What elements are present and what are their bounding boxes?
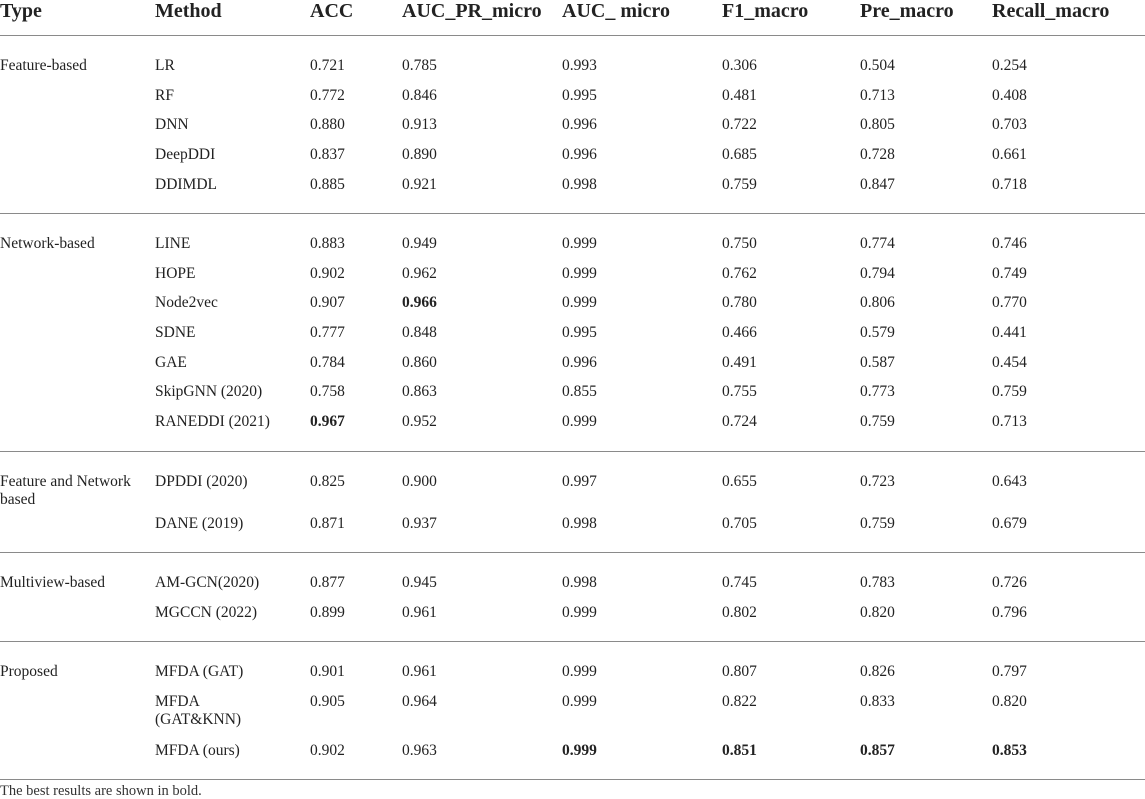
auc-pr-micro-cell: 0.848 (402, 323, 437, 341)
table-row (0, 598, 1145, 642)
type-cell (0, 288, 155, 318)
auc-micro-cell: 0.999 (562, 235, 597, 253)
pre-macro-cell: 0.857 (860, 741, 895, 759)
acc-cell: 0.907 (310, 294, 345, 312)
table-row (0, 687, 1145, 736)
recall-macro-cell: 0.820 (992, 692, 1027, 710)
recall-macro-cell: 0.454 (992, 353, 1027, 371)
auc-pr-micro-cell: 0.785 (402, 57, 437, 74)
table-row (0, 736, 1145, 780)
acc-cell: 0.777 (310, 323, 345, 341)
auc-micro-cell: 0.995 (562, 86, 597, 104)
method-cell: RF (155, 86, 174, 104)
auc-pr-micro-cell: 0.952 (402, 413, 437, 430)
pre-macro-cell: 0.826 (860, 663, 895, 680)
pre-macro-cell: 0.728 (860, 145, 895, 163)
f1-macro-cell: 0.655 (722, 472, 757, 490)
recall-macro-cell: 0.643 (992, 472, 1027, 490)
header-type: Type (0, 0, 42, 22)
acc-cell: 0.877 (310, 574, 345, 591)
table-row (0, 318, 1145, 348)
recall-macro-cell: 0.796 (992, 603, 1027, 621)
recall-macro-cell: 0.770 (992, 294, 1027, 312)
method-cell: MGCCN (2022) (155, 603, 258, 621)
recall-macro-cell: 0.441 (992, 323, 1027, 341)
type-cell (0, 348, 155, 378)
recall-macro-cell: 0.746 (992, 235, 1027, 253)
table-row (0, 214, 1145, 259)
f1-macro-cell: 0.822 (722, 692, 757, 710)
pre-macro-cell: 0.783 (860, 574, 895, 591)
table-row (0, 259, 1145, 289)
acc-cell: 0.784 (310, 353, 345, 371)
f1-macro-cell: 0.466 (722, 323, 757, 341)
table-row (0, 407, 1145, 451)
recall-macro-cell: 0.749 (992, 264, 1027, 282)
table-body (0, 36, 1145, 780)
acc-cell: 0.883 (310, 235, 345, 253)
method-cell: RANEDDI (2021) (155, 413, 270, 430)
f1-macro-cell: 0.750 (722, 235, 757, 253)
pre-macro-cell: 0.833 (860, 692, 895, 710)
f1-macro-cell: 0.481 (722, 86, 757, 104)
header-auc-micro: AUC_ micro (562, 0, 670, 22)
f1-macro-cell: 0.724 (722, 413, 757, 430)
method-cell: MFDA (ours) (155, 741, 240, 759)
method-cell: DeepDDI (155, 145, 216, 163)
type-cell: Network-based (0, 235, 95, 253)
acc-cell: 0.721 (310, 57, 345, 74)
table-row (0, 140, 1145, 170)
type-cell: Proposed (0, 663, 58, 680)
f1-macro-cell: 0.306 (722, 57, 757, 74)
table-row (0, 288, 1145, 318)
type-cell: Feature and Network based (0, 472, 131, 508)
f1-macro-cell: 0.759 (722, 175, 757, 193)
pre-macro-cell: 0.820 (860, 603, 895, 621)
auc-micro-cell: 0.996 (562, 116, 597, 134)
acc-cell: 0.902 (310, 264, 345, 282)
header-method: Method (155, 0, 222, 22)
method-cell: HOPE (155, 264, 196, 282)
header-acc: ACC (310, 0, 354, 22)
recall-macro-cell: 0.408 (992, 86, 1027, 104)
recall-macro-cell: 0.679 (992, 514, 1027, 532)
pre-macro-cell: 0.759 (860, 514, 895, 532)
recall-macro-cell: 0.726 (992, 574, 1027, 591)
type-cell (0, 110, 155, 140)
auc-pr-micro-cell: 0.863 (402, 383, 437, 401)
auc-micro-cell: 0.999 (562, 264, 597, 282)
method-cell: LINE (155, 235, 191, 253)
method-cell: DDIMDL (155, 175, 217, 193)
pre-macro-cell: 0.773 (860, 383, 895, 401)
f1-macro-cell: 0.780 (722, 294, 757, 312)
header-pre-macro: Pre_macro (860, 0, 954, 22)
table-row (0, 553, 1145, 598)
f1-macro-cell: 0.802 (722, 603, 757, 621)
table-row (0, 81, 1145, 111)
header-f1-macro: F1_macro (722, 0, 809, 22)
recall-macro-cell: 0.797 (992, 663, 1027, 680)
type-cell (0, 407, 155, 451)
auc-pr-micro-cell: 0.900 (402, 472, 437, 490)
auc-pr-micro-cell: 0.846 (402, 86, 437, 104)
pre-macro-cell: 0.805 (860, 116, 895, 134)
type-cell (0, 377, 155, 407)
auc-pr-micro-cell: 0.937 (402, 514, 437, 532)
acc-cell: 0.902 (310, 741, 345, 759)
type-cell (0, 140, 155, 170)
type-cell (0, 598, 155, 642)
acc-cell: 0.871 (310, 514, 345, 532)
table-row (0, 170, 1145, 214)
method-cell: MFDA (GAT&KNN) (155, 692, 242, 728)
auc-pr-micro-cell: 0.890 (402, 145, 437, 163)
auc-micro-cell: 0.996 (562, 145, 597, 163)
f1-macro-cell: 0.755 (722, 383, 757, 401)
table-row (0, 377, 1145, 407)
type-cell (0, 687, 155, 736)
method-cell: DNN (155, 116, 189, 134)
acc-cell: 0.880 (310, 116, 345, 134)
method-cell: SkipGNN (2020) (155, 383, 263, 401)
table-footnote: The best results are shown in bold. (0, 783, 202, 799)
type-cell: Feature-based (0, 57, 87, 74)
header-recall-macro: Recall_macro (992, 0, 1110, 22)
method-cell: AM-GCN(2020) (155, 574, 260, 591)
auc-micro-cell: 0.997 (562, 472, 597, 490)
recall-macro-cell: 0.703 (992, 116, 1027, 134)
auc-micro-cell: 0.998 (562, 175, 597, 193)
recall-macro-cell: 0.718 (992, 175, 1027, 193)
auc-pr-micro-cell: 0.966 (402, 294, 437, 312)
f1-macro-cell: 0.762 (722, 264, 757, 282)
type-cell (0, 318, 155, 348)
pre-macro-cell: 0.587 (860, 353, 895, 371)
recall-macro-cell: 0.254 (992, 57, 1027, 74)
pre-macro-cell: 0.579 (860, 323, 895, 341)
auc-pr-micro-cell: 0.860 (402, 353, 437, 371)
pre-macro-cell: 0.713 (860, 86, 895, 104)
auc-micro-cell: 0.855 (562, 383, 597, 401)
acc-cell: 0.825 (310, 472, 345, 490)
recall-macro-cell: 0.661 (992, 145, 1027, 163)
auc-pr-micro-cell: 0.913 (402, 116, 437, 134)
pre-macro-cell: 0.504 (860, 57, 895, 74)
method-cell: LR (155, 57, 175, 74)
auc-micro-cell: 0.999 (562, 692, 597, 710)
table-row (0, 110, 1145, 140)
pre-macro-cell: 0.806 (860, 294, 895, 312)
pre-macro-cell: 0.847 (860, 175, 895, 193)
auc-pr-micro-cell: 0.921 (402, 175, 437, 193)
auc-micro-cell: 0.993 (562, 57, 597, 74)
pre-macro-cell: 0.759 (860, 413, 895, 430)
table-row (0, 451, 1145, 509)
header-auc-pr-micro: AUC_PR_micro (402, 0, 542, 22)
auc-micro-cell: 0.995 (562, 323, 597, 341)
method-cell: SDNE (155, 323, 196, 341)
auc-pr-micro-cell: 0.961 (402, 663, 437, 680)
auc-pr-micro-cell: 0.964 (402, 692, 437, 710)
recall-macro-cell: 0.853 (992, 741, 1027, 759)
auc-micro-cell: 0.998 (562, 574, 597, 591)
table-row (0, 509, 1145, 553)
auc-micro-cell: 0.998 (562, 514, 597, 532)
auc-micro-cell: 0.996 (562, 353, 597, 371)
table-row (0, 642, 1145, 687)
f1-macro-cell: 0.745 (722, 574, 757, 591)
f1-macro-cell: 0.705 (722, 514, 757, 532)
pre-macro-cell: 0.794 (860, 264, 895, 282)
table-row (0, 348, 1145, 378)
recall-macro-cell: 0.713 (992, 413, 1027, 430)
acc-cell: 0.772 (310, 86, 345, 104)
method-cell: Node2vec (155, 294, 218, 312)
acc-cell: 0.837 (310, 145, 345, 163)
type-cell (0, 259, 155, 289)
auc-micro-cell: 0.999 (562, 413, 597, 430)
recall-macro-cell: 0.759 (992, 383, 1027, 401)
acc-cell: 0.758 (310, 383, 345, 401)
f1-macro-cell: 0.807 (722, 663, 757, 680)
f1-macro-cell: 0.491 (722, 353, 757, 371)
auc-pr-micro-cell: 0.949 (402, 235, 437, 253)
type-cell: Multiview-based (0, 574, 106, 591)
auc-pr-micro-cell: 0.963 (402, 741, 437, 759)
method-cell: DANE (2019) (155, 514, 244, 532)
auc-micro-cell: 0.999 (562, 741, 597, 759)
f1-macro-cell: 0.685 (722, 145, 757, 163)
pre-macro-cell: 0.723 (860, 472, 895, 490)
auc-micro-cell: 0.999 (562, 603, 597, 621)
type-cell (0, 81, 155, 111)
auc-pr-micro-cell: 0.962 (402, 264, 437, 282)
f1-macro-cell: 0.722 (722, 116, 757, 134)
method-cell: MFDA (GAT) (155, 663, 244, 680)
f1-macro-cell: 0.851 (722, 741, 757, 759)
pre-macro-cell: 0.774 (860, 235, 895, 253)
acc-cell: 0.967 (310, 413, 345, 430)
auc-micro-cell: 0.999 (562, 663, 597, 680)
acc-cell: 0.901 (310, 663, 345, 680)
acc-cell: 0.899 (310, 603, 345, 621)
auc-pr-micro-cell: 0.961 (402, 603, 437, 621)
acc-cell: 0.885 (310, 175, 345, 193)
auc-pr-micro-cell: 0.945 (402, 574, 437, 591)
header-row (0, 0, 1145, 36)
method-cell: DPDDI (2020) (155, 472, 248, 490)
method-cell: GAE (155, 353, 187, 371)
type-cell (0, 736, 155, 780)
auc-micro-cell: 0.999 (562, 294, 597, 312)
table-header (0, 0, 1145, 36)
type-cell (0, 509, 155, 553)
table-row (0, 36, 1145, 81)
acc-cell: 0.905 (310, 692, 345, 710)
type-cell (0, 170, 155, 214)
